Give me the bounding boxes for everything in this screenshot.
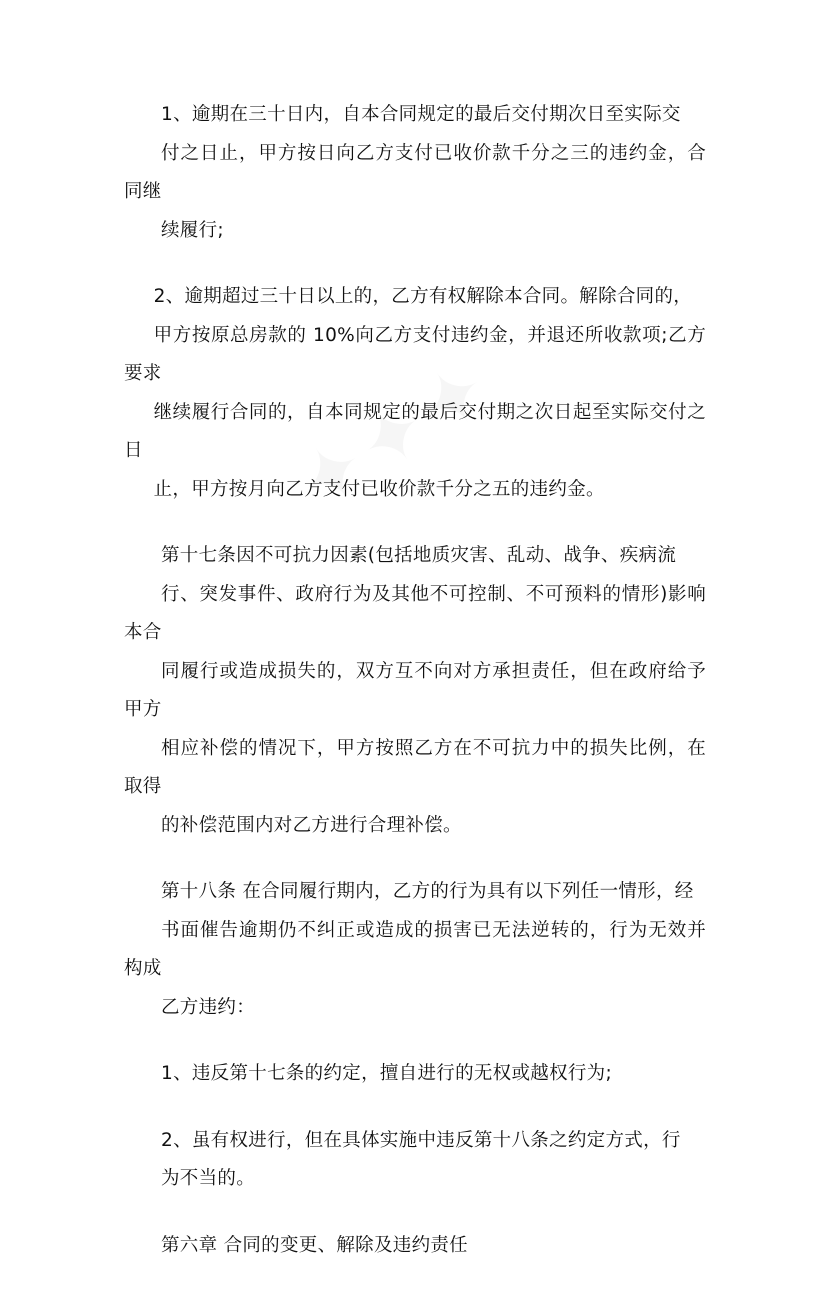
text-line: 第十七条因不可抗力因素(包括地质灾害、乱动、战争、疾病流 (161, 545, 677, 566)
clause-paragraph-2 (124, 278, 706, 509)
chapter-6-heading (124, 1227, 706, 1266)
text-line: 第十八条 在合同履行期内，乙方的行为具有以下列任一情形，经 (161, 881, 694, 902)
text-line: 相应补偿的情况下，甲方按照乙方在不可抗力中的损失比例，在取得 (124, 737, 706, 797)
text-line: 1、违反第十七条的约定，擅自进行的无权或越权行为; (161, 1063, 613, 1084)
article-18-item-2 (124, 1122, 706, 1199)
clause-paragraph-1 (124, 96, 706, 250)
text-line: 同履行或造成损失的，双方互不向对方承担责任，但在政府给予甲方 (124, 660, 706, 720)
document-body (124, 96, 706, 1293)
text-line: 乙方违约： (161, 996, 256, 1018)
text-line: 书面催告逾期仍不纠正或造成的损害已无法逆转的，行为无效并构成 (124, 919, 706, 979)
text-line: 续履行; (161, 219, 224, 241)
text-line: 2、逾期超过三十日以上的，乙方有权解除本合同。解除合同的， (153, 286, 693, 307)
text-line: 行、突发事件、政府行为及其他不可控制、不可预料的情形)影响本合 (124, 583, 706, 643)
article-17-paragraph (124, 537, 706, 845)
text-line: 甲方按原总房款的 10%向乙方支付违约金，并退还所收款项;乙方要求 (124, 324, 706, 384)
article-18-item-1 (124, 1055, 706, 1094)
text-line: 的补偿范围内对乙方进行合理补偿。 (161, 814, 462, 836)
text-line: 第六章 合同的变更、解除及违约责任 (161, 1234, 468, 1256)
text-line: 止，甲方按月向乙方支付已收价款千分之五的违约金。 (153, 478, 605, 500)
text-line: 付之日止，甲方按日向乙方支付已收价款千分之三的违约金，合同继 (124, 142, 706, 202)
text-line: 为不当的。 (161, 1168, 256, 1189)
text-line: 1、逾期在三十日内，自本合同规定的最后交付期次日至实际交 (161, 104, 681, 125)
text-line: 2、虽有权进行，但在具体实施中违反第十八条之约定方式，行 (161, 1129, 681, 1151)
article-18-paragraph (124, 873, 706, 1027)
text-line: 继续履行合同的，自本同规定的最后交付期之次日起至实际交付之日 (124, 401, 706, 461)
